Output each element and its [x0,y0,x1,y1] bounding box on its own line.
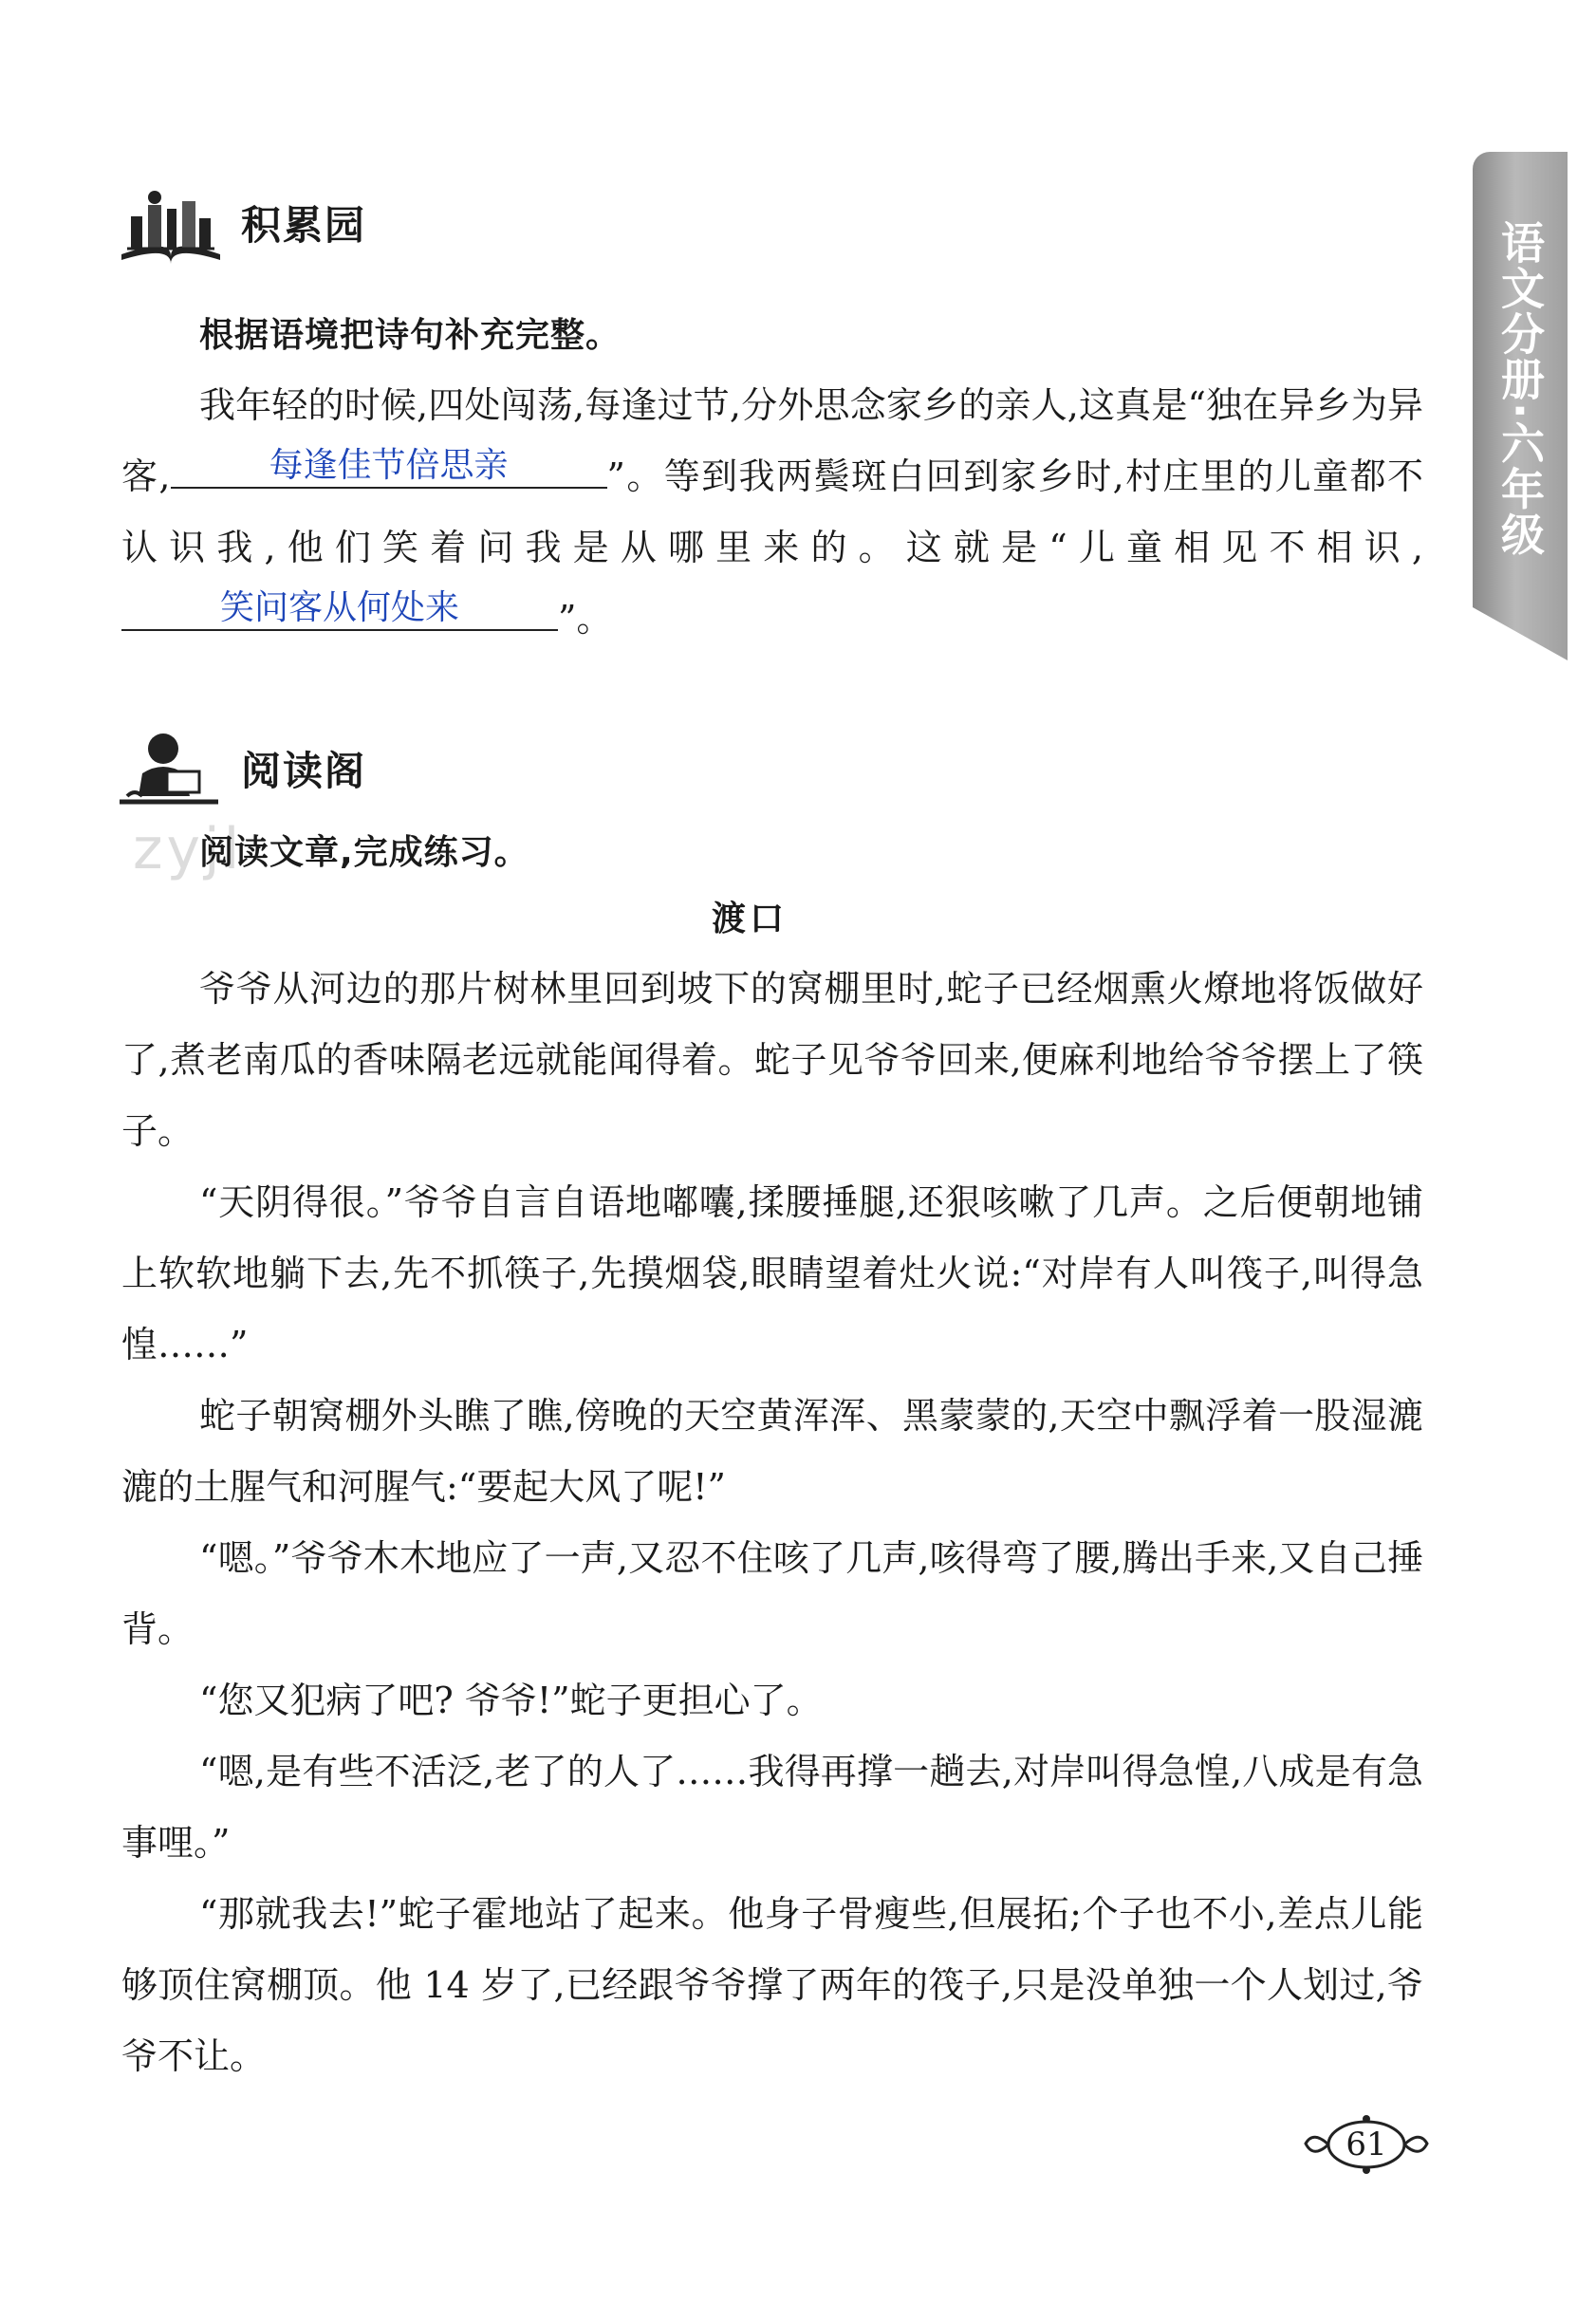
poem-text-part3: ”。 [558,598,613,640]
story-paragraph-7: “那就我去!”蛇子霍地站了起来。他身子骨瘦些,但展拓;个子也不小,差点儿能够顶住窝棚顶。他 14 岁了,已经跟爷爷撑了两年的筏子,只是没单独一个人划过,爷爷不让。 [121,1893,1423,2077]
story-paragraph-4: “嗯。”爷爷木木地应了一声,又忍不住咳了几声,咳得弯了腰,腾出手来,又自己捶背。 [121,1537,1423,1650]
answer-2-text: 笑问客从何处来 [219,588,459,627]
answer-1-text: 每逢佳节倍思亲 [269,446,509,485]
side-tab-label: 语文分册·六年级(上) [1400,220,1546,558]
answer-blank-1[interactable] [171,445,607,489]
story-paragraph-2: “天阴得很。”爷爷自言自语地嘟囔,揉腰捶腿,还狠咳嗽了几声。之后便朝地铺上软软地躺下去,先不抓筷子,先摸烟袋,眼睛望着灶火说:“对岸有人叫筏子,叫得急惶……” [121,1181,1423,1365]
poem-text-part2: ”。等到我两鬓斑白回到家乡时,村庄里的儿童都不认识我,他们笑着问我是从哪里来的。这就是“儿童相见不相识, [121,455,1423,568]
story-title: 渡口 [711,900,788,938]
story-paragraph-1: 爷爷从河边的那片树林里回到坡下的窝棚里时,蛇子已经烟熏火燎地将饭做好了,煮老南瓜的香味隔老远就能闻得着。蛇子见爷爷回来,便麻利地给爷爷摆上了筷子。 [121,968,1423,1152]
page-number-badge [1300,2111,1433,2178]
section-heading-accumulate [114,180,366,266]
section-title-reading: 阅读阁 [241,748,367,794]
chapter-side-tab [1400,152,1568,607]
section-heading-reading [114,726,366,811]
poem-fill-paragraph [121,370,1423,655]
answer-blank-2[interactable] [121,587,558,631]
page-number: 61 [1345,2126,1387,2163]
section-title-accumulate: 积累园 [241,202,367,249]
instruction-read-article: 阅读文章,完成练习。 [199,833,529,872]
reading-child-icon [114,726,228,811]
watermark-text: zyjl [133,816,244,882]
story-paragraph-3: 蛇子朝窝棚外头瞧了瞧,傍晚的天空黄浑浑、黑蒙蒙的,天空中飘浮着一股湿漉漉的土腥气和河腥气:“要起大风了呢!” [121,1395,1423,1508]
poem-text-part1: 我年轻的时候,四处闯荡,每逢过节,分外思念家乡的亲人,这真是“独在异乡为异客, [121,384,1423,497]
open-book-icon [114,180,228,266]
story-paragraph-5: “您又犯病了吧? 爷爷!”蛇子更担心了。 [199,1680,823,1721]
instruction-fill-poem: 根据语境把诗句补充完整。 [199,316,622,355]
story-paragraph-6: “嗯,是有些不活泛,老了的人了……我得再撑一趟去,对岸叫得急惶,八成是有急事哩。” [121,1751,1423,1864]
